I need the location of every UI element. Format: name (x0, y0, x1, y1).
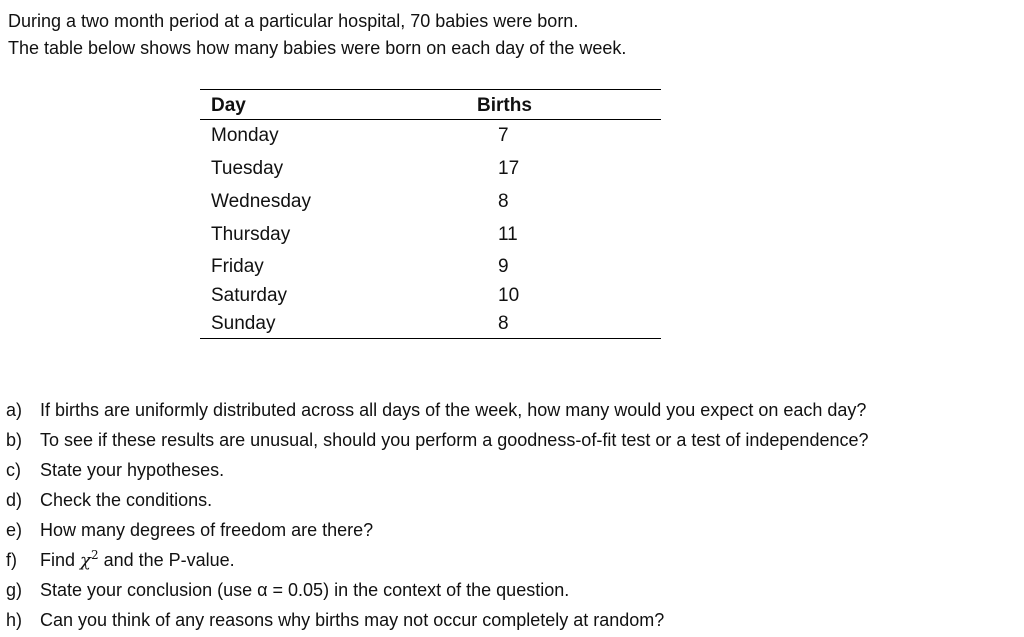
day-cell: Tuesday (211, 158, 284, 179)
question-letter: a) (6, 400, 23, 420)
question-text: State your conclusion (use α = 0.05) in the context of the question. (40, 580, 570, 600)
chi-symbol: χ (80, 550, 91, 571)
day-cell: Saturday (211, 284, 288, 306)
births-cell: 7 (498, 125, 509, 147)
question-h (6, 607, 869, 637)
births-cell: 8 (498, 312, 509, 334)
question-text: Can you think of any reasons why births may not occur completely at random? (40, 610, 665, 630)
question-g (6, 577, 869, 607)
table-row (200, 186, 661, 219)
question-text-post: and the P-value. (98, 550, 235, 570)
question-text: State your hypotheses. (40, 460, 225, 480)
header-births: Births (477, 95, 532, 116)
births-cell: 17 (498, 158, 520, 179)
question-letter: c) (6, 460, 21, 480)
question-d (6, 487, 869, 517)
chi-squared-symbol (80, 550, 99, 571)
question-b (6, 427, 869, 457)
question-letter: h) (6, 610, 23, 630)
table-row (200, 282, 661, 310)
day-cell: Sunday (211, 312, 276, 334)
question-e (6, 517, 869, 547)
header-day: Day (211, 95, 246, 116)
question-a (6, 397, 869, 427)
question-letter: g) (6, 580, 23, 600)
births-cell: 10 (498, 284, 520, 306)
births-cell: 9 (498, 255, 509, 277)
question-text (40, 547, 235, 577)
intro-line-2: The table below shows how many babies were born on each day of the week. (8, 38, 627, 58)
question-text: Check the conditions. (40, 490, 213, 510)
questions-list (6, 397, 869, 637)
intro-line-1: During a two month period at a particular hospital, 70 babies were born. (8, 11, 579, 31)
births-table (200, 89, 661, 339)
chi-exponent: 2 (90, 548, 99, 562)
day-cell: Friday (211, 255, 264, 277)
day-cell: Thursday (211, 224, 291, 245)
table-row (200, 252, 661, 282)
table-row (200, 310, 661, 339)
table-row (200, 219, 661, 252)
question-f (6, 547, 869, 577)
question-letter: f) (6, 550, 17, 570)
table-row (200, 120, 661, 153)
intro-text (8, 8, 626, 62)
births-cell: 8 (498, 191, 509, 212)
question-letter: b) (6, 430, 23, 450)
day-cell: Monday (211, 125, 279, 147)
births-cell: 11 (498, 224, 518, 245)
table-header-row (200, 90, 661, 120)
table-row (200, 153, 661, 186)
question-text: To see if these results are unusual, should you perform a goodness-of-fit test or a test of independence? (40, 430, 869, 450)
question-text: How many degrees of freedom are there? (40, 520, 374, 540)
question-text-pre: Find (40, 550, 81, 570)
day-cell: Wednesday (211, 191, 311, 212)
question-c (6, 457, 869, 487)
question-letter: d) (6, 490, 23, 510)
question-text: If births are uniformly distributed across all days of the week, how many would you expect on each day? (40, 400, 867, 420)
question-letter: e) (6, 520, 23, 540)
